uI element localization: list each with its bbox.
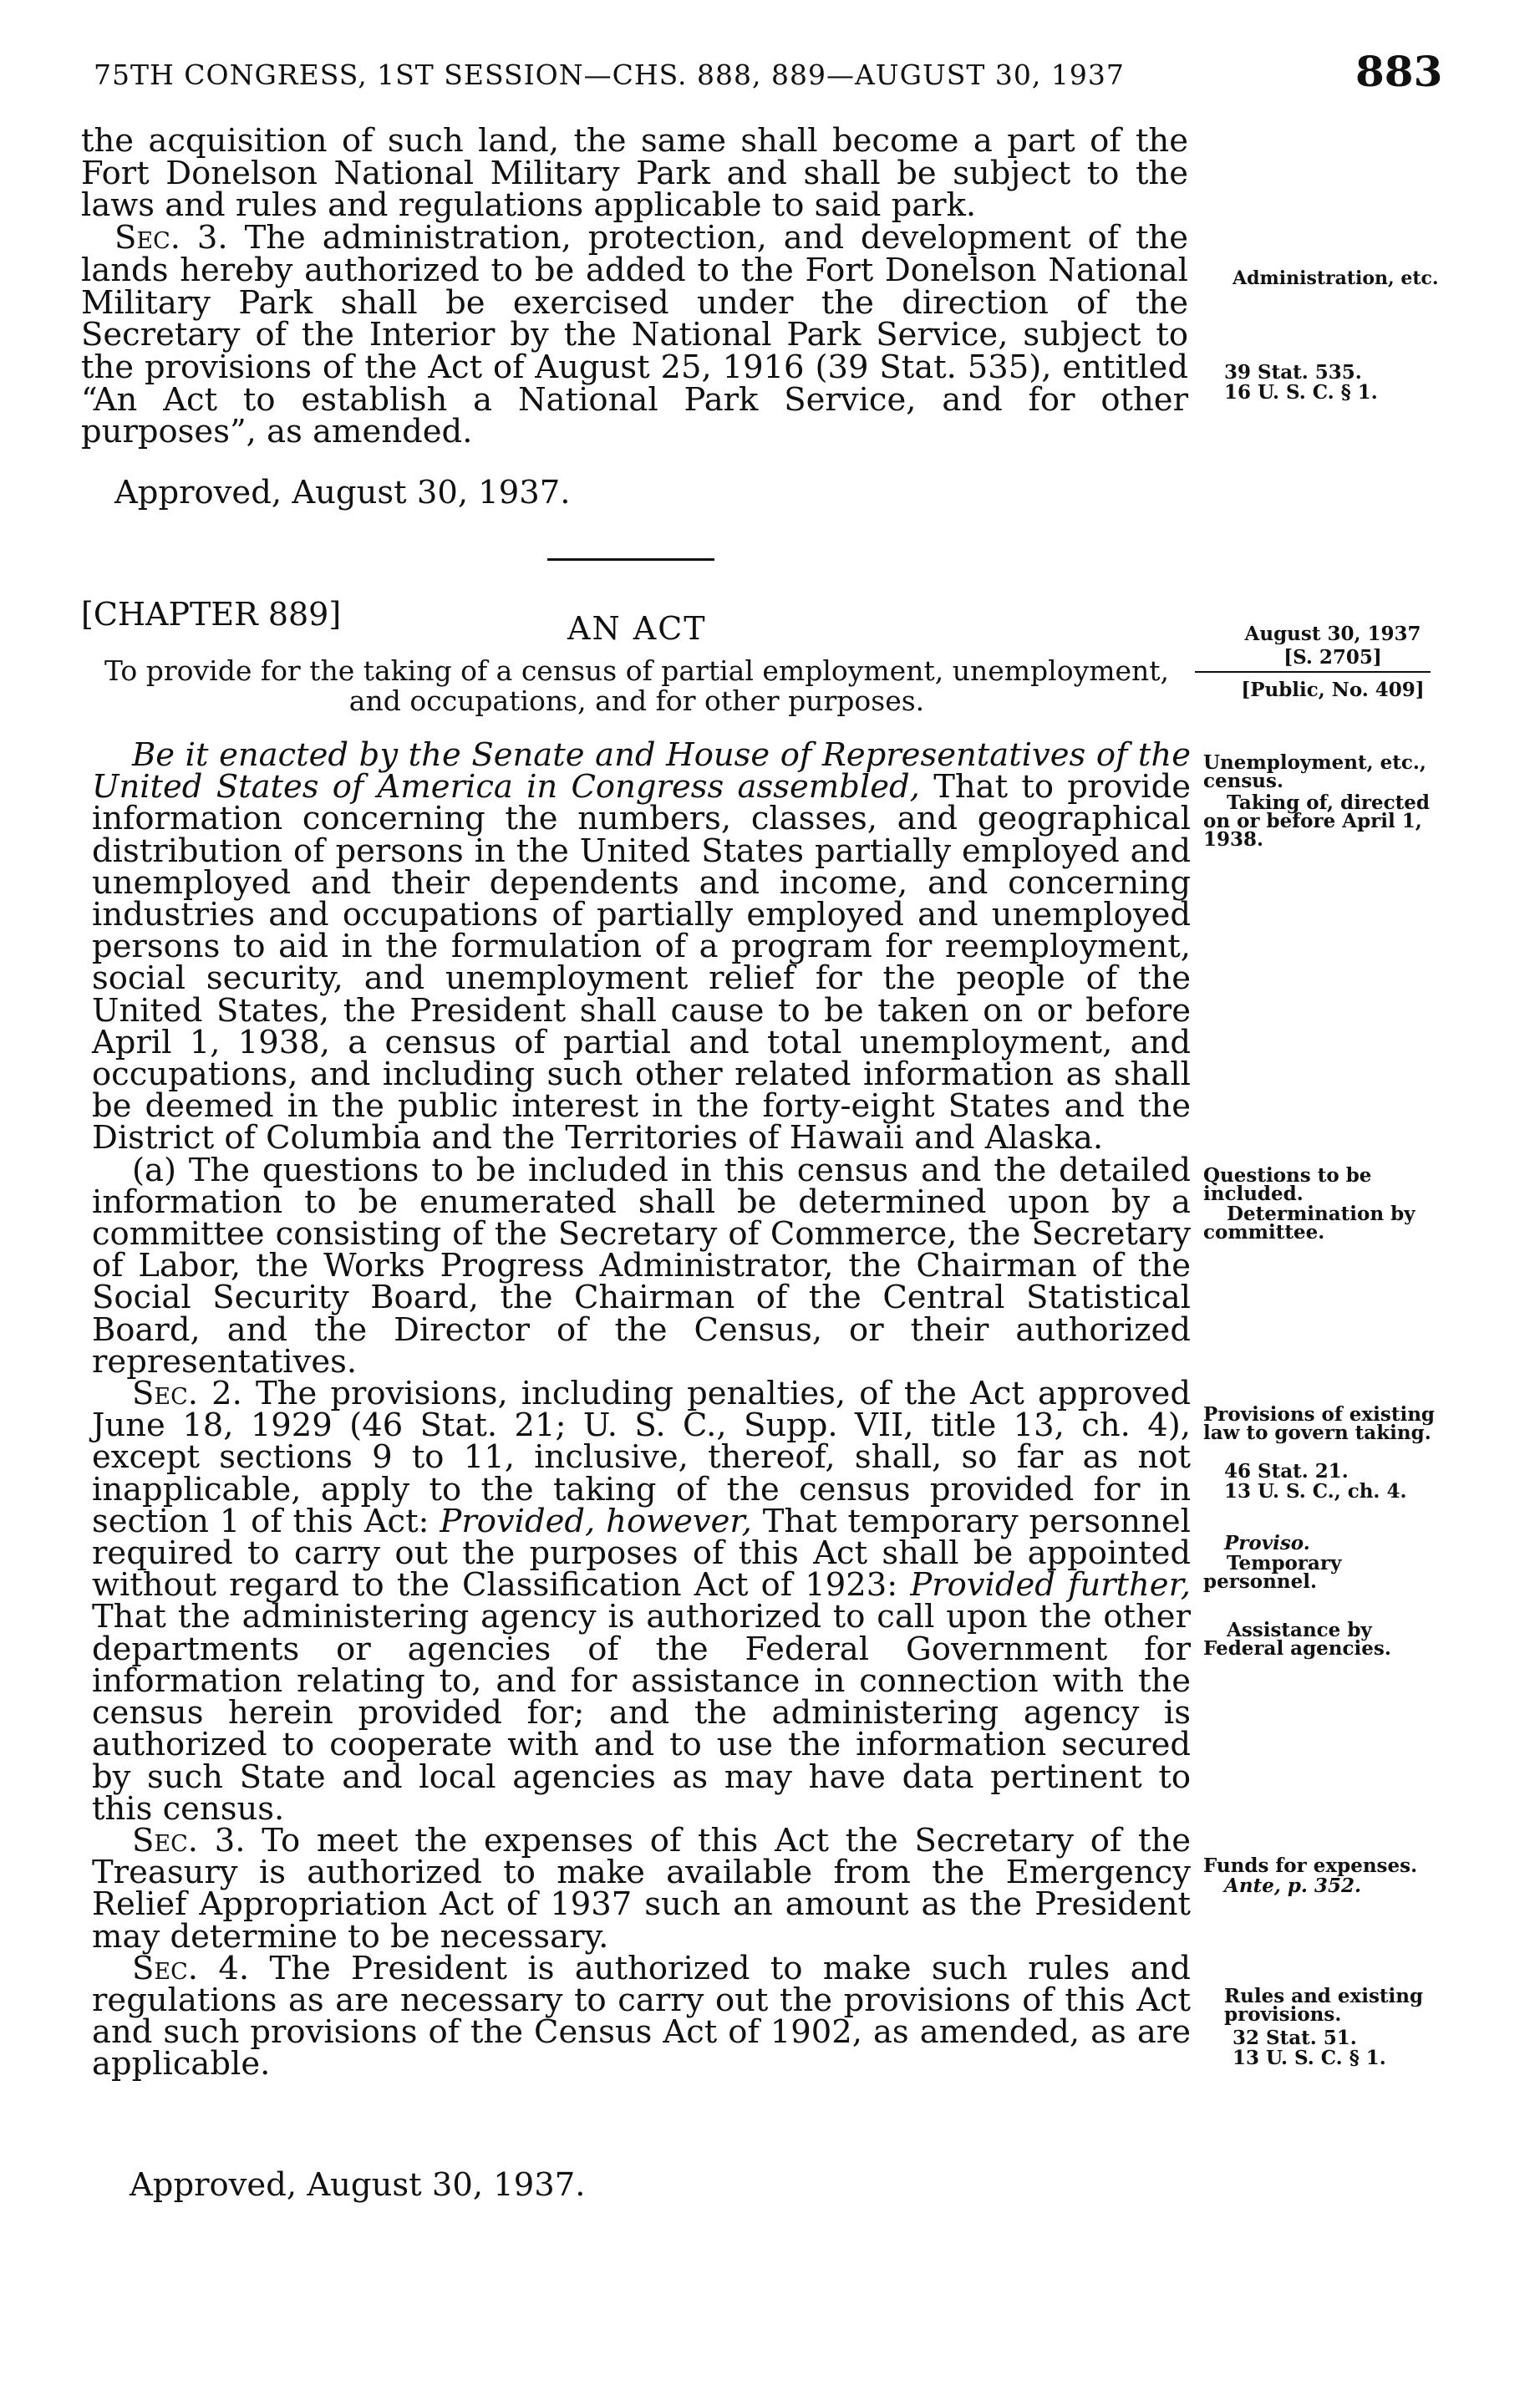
margin-cite-16-usc: 16 U. S. C. § 1. [1224, 381, 1378, 404]
margin-rules: Rules and existing provisions. [1224, 1985, 1424, 2026]
act-title: AN ACT [567, 610, 707, 647]
top-sec-3-label: Sec. 3. [114, 219, 228, 257]
margin-determination: Determination by committee. [1203, 1203, 1415, 1244]
running-head: 75TH CONGRESS, 1ST SESSION—CHS. 888, 889—AUGUST 30, 1937 [94, 59, 1125, 91]
sec-2-provided-further: Provided further, [910, 1566, 1191, 1605]
section-divider [547, 558, 714, 561]
sec-4-label: Sec. 4. [132, 1949, 250, 1987]
public-note: [Public, No. 409] [1241, 679, 1425, 701]
date-note: August 30, 1937 [1244, 623, 1421, 645]
chapter-label: [CHAPTER 889] [81, 596, 342, 633]
top-approved: Approved, August 30, 1937. [114, 474, 571, 511]
body-sec-2 [92, 1375, 1191, 1828]
bill-note: [S. 2705] [1283, 646, 1382, 669]
margin-cite-39-stat: 39 Stat. 535. [1224, 361, 1362, 384]
margin-temporary-personnel: Temporary personnel. [1203, 1552, 1342, 1593]
body-para-1: That to provide information concerning the numbers, classes, and geographical distribution of persons in the United States partially employed and unemployed and their dependents and income, and concerning industries and occupations of partially employed and unemployed persons to aid in the formulation of a program for reemployment, social security, and unemployment relief for the people of the United States, the President shall cause to be taken on or before April 1, 1938, a census of partial and total unemployment, and occupations, and including such other related information as shall be deemed in the public interest in the forty-eight States and the District of Columbia and the Territories of Hawaii and Alaska. [92, 768, 1192, 1157]
margin-administration: Administration, etc. [1233, 267, 1439, 289]
act-purpose: To provide for the taking of a census of partial employment, unemployment, and occupations, and for other purposes. [104, 654, 1170, 717]
body-sec-4 [92, 1949, 1191, 2083]
act-body [92, 736, 1192, 2083]
sec-2-part-2: That temporary personnel required to carry out the purposes of this Act shall be appointed without regard to the Classification Act of 1923: [92, 1502, 1191, 1605]
sec-2-label: Sec. 2. [132, 1375, 242, 1413]
body-approved: Approved, August 30, 1937. [130, 2166, 586, 2204]
top-sec-3-text: The administration, protection, and development of the lands hereby authorized to be added to the Fort Donelson National Military Park shall be exercised under the direction of the Secretary of the Interior by the National Park Service, subject to the provisions of the Act of August 25, 1916 (39 Stat. 535), entitled “An Act to establish a National Park Service, and for other purposes”, as amended. [81, 219, 1188, 451]
margin-cite-32-stat: 32 Stat. 51. [1233, 2027, 1357, 2049]
margin-provisions-existing: Provisions of existing law to govern taking. [1203, 1403, 1435, 1444]
top-sec-3 [81, 219, 1188, 451]
sec-4-text: The President is authorized to make such rules and regulations as are necessary to carry out the provisions of this Act and such provisions of the Census Act of 1902, as amended, as are applicable. [92, 1949, 1191, 2083]
sec-2-part-1: The provisions, including penalties, of the Act approved June 18, 1929 (46 Stat. 21; U. S. C., Supp. VII, title 13, ch. 4), except sections 9 to 11, inclusive, thereof, shall, so far as not inapplicable, apply to the taking of the census provided for in section 1 of this Act: [92, 1375, 1191, 1540]
page-number: 883 [1355, 47, 1443, 96]
margin-divider [1195, 671, 1431, 673]
margin-unemployment-census: Unemployment, etc., census. [1203, 751, 1426, 792]
margin-cite-13-usc-1: 13 U. S. C. § 1. [1233, 2047, 1386, 2069]
margin-cite-46-stat: 46 Stat. 21. [1224, 1460, 1349, 1483]
enacting-paragraph [92, 736, 1192, 1157]
margin-taking-directed: Taking of, directed on or before April 1, 1938. [1203, 791, 1430, 851]
sec-2-provided-however: Provided, however, [440, 1502, 752, 1540]
top-para-1: the acquisition of such land, the same shall become a part of the Fort Donelson National Military Park and shall be subject to the laws and rules and regulations applicable to said park. [81, 122, 1188, 225]
enacting-clause: Be it enacted by the Senate and House of Representatives of the United States of America in Congress assembled, [92, 736, 1191, 806]
margin-questions: Questions to be included. [1203, 1164, 1372, 1205]
margin-cite-13-usc-ch4: 13 U. S. C., ch. 4. [1224, 1480, 1407, 1503]
sec-3-text: To meet the expenses of this Act the Secretary of the Treasury is authorized to make available from the Emergency Relief Appropriation Act of 1937 such an amount as the President may determine to be necessary. [92, 1821, 1191, 1956]
sec-3-label: Sec. 3. [132, 1821, 246, 1859]
body-para-a: (a) The questions to be included in this census and the detailed information to be enumerated shall be determined upon by a committee consisting of the Secretary of Commerce, the Secretary of Labor, the Works Progress Administrator, the Chairman of the Social Security Board, the Chairman of the Central Statistical Board, and the Director of the Census, or their authorized representatives. [92, 1151, 1191, 1381]
sec-2-part-3: That the administering agency is authorized to call upon the other departments or agencies of the Federal Government for information relating to, and for assistance in connection with the census herein provided for; and the administering agency is authorized to cooperate with and to use the information secured by such State and local agencies as may have data pertinent to this census. [92, 1598, 1191, 1828]
top-section [81, 122, 1188, 451]
margin-proviso: Proviso. [1224, 1532, 1310, 1554]
margin-ante: Ante, p. 352. [1224, 1875, 1361, 1897]
margin-assistance: Assistance by Federal agencies. [1203, 1619, 1391, 1660]
margin-funds: Funds for expenses. [1203, 1854, 1418, 1877]
body-sec-3 [92, 1821, 1191, 1956]
